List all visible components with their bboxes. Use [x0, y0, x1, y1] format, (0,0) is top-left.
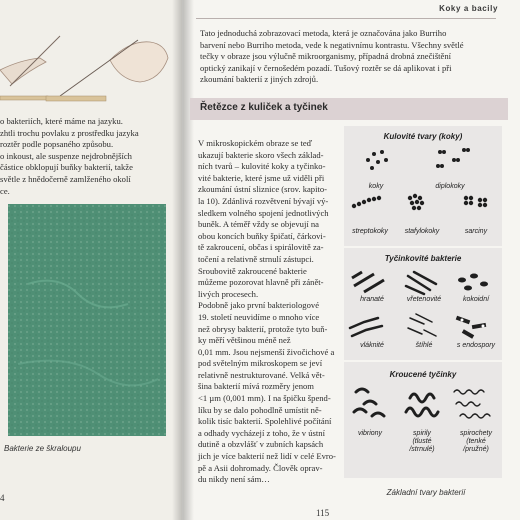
label-koky: koky	[368, 183, 384, 190]
sarciny-shape	[464, 196, 487, 207]
label-s-endospory: s endospory	[456, 342, 496, 349]
left-line: o inkoust, ale suspenze nejdrobnějších	[0, 150, 132, 161]
stihle-shape	[408, 314, 436, 336]
left-page-text	[0, 116, 168, 197]
diagram-separator	[344, 246, 502, 248]
bacteria-shapes-diagram	[344, 126, 502, 478]
diagram-title-koky: Kulovité tvary (koky)	[383, 132, 463, 141]
label-spirily: spirily (tlusté /strnulé)	[409, 430, 435, 453]
kokoidni-shape	[458, 274, 488, 291]
vibriony-shape	[354, 389, 384, 416]
left-line: o bakteriích, které máme na jazyku.	[0, 116, 123, 126]
main-line: jich je více bakterií než lidí v celé Evro-	[198, 451, 336, 462]
main-line: buněk. A téměř vždy se objevují na	[198, 219, 319, 230]
main-line: vité bakterie, které jsme už viděli při	[198, 172, 325, 183]
stafylokoky-shape	[408, 194, 424, 210]
spirochety-shape	[454, 390, 490, 418]
label-diplokoky: diplokoky	[435, 183, 465, 190]
label-stihle: štíhlé	[415, 342, 433, 349]
diagram-caption: Základní tvary bakterií	[386, 488, 466, 497]
diagram-title-tycinky: Tyčinkovité bakterie	[384, 254, 462, 263]
label-vlaknite: vláknité	[360, 342, 384, 349]
diagram-title-kroucene: Kroucené tyčinky	[389, 370, 457, 379]
paragraph-line: barvení nebo Burriho metoda, vede k negativnímu kontrastu. Všechny světlé	[200, 39, 464, 50]
spirily-shape	[406, 394, 438, 416]
left-line: roztěr podle popsaného způsobu.	[0, 139, 114, 150]
main-line: Sroubovitě zakroucené bakterie	[198, 265, 307, 276]
paragraph-line: Tato jednoduchá zobrazovací metoda, která je označována jako Burriho	[200, 28, 447, 38]
diagram-separator	[344, 360, 502, 362]
label-vibriony: vibriony	[357, 430, 383, 437]
main-line: můžeme pozorovat hlavně při zánět-	[198, 277, 324, 288]
main-line: šina bakterií mívá rozměry jenom	[198, 381, 314, 392]
main-line: ky měří většinou méně než	[198, 335, 291, 346]
label-streptokoky: streptokoky	[352, 228, 388, 235]
main-line: Podobně jako první bakteriologové	[198, 300, 320, 311]
label-stafylokoky: stafylokoky	[404, 228, 440, 235]
main-line: kolik tisíc bakterií. Spolehlivé počítání	[198, 416, 332, 427]
main-line: tě zakroucení, občas i spirálovitě za-	[198, 242, 324, 253]
left-page	[0, 0, 182, 520]
s-endospory-shape	[456, 316, 487, 339]
main-line: relativně nestrukturované. Velká vět-	[198, 369, 325, 380]
label-sarciny: sarciny	[464, 228, 488, 235]
main-line: 19. století neuvidíme o mnoho více	[198, 311, 320, 322]
main-line: než obrysy bakterií, protože tyto buň-	[198, 323, 328, 334]
main-line: ních tvarů – kulovité koky a tyčinko-	[198, 161, 326, 172]
left-line: částice obklopují buňky bakterií, takže	[0, 162, 133, 173]
main-line: pě a Asii dohromady. Člověk oprav-	[198, 462, 323, 473]
vlaknite-shape	[350, 318, 382, 336]
left-line: zhtli trochu povlaku z prostředku jazyka	[0, 127, 139, 138]
diplokoky-shape	[436, 148, 470, 168]
main-line: dutině a obzvlášť v zubních kapsách	[198, 439, 324, 450]
vretenovite-shape	[406, 272, 436, 294]
page-number: 115	[316, 508, 330, 518]
illustration-hands-slides	[0, 0, 172, 112]
main-line: pod světelným mikroskopem se jeví	[198, 358, 323, 369]
main-line: <1 µm (0,001 mm). I na špičku špend-	[198, 393, 331, 404]
main-line: V mikroskopickém obraze se teď	[198, 138, 313, 148]
koky-shape	[366, 150, 388, 170]
main-line: livých procesech.	[198, 288, 259, 299]
running-head: Koky a bacily	[439, 4, 498, 13]
main-text	[198, 138, 336, 486]
micrograph-texture	[8, 204, 166, 436]
main-line: a odhady vycházejí z toho, že v ústní	[198, 427, 325, 438]
label-hranate: hranaté	[360, 296, 384, 303]
paragraph-line: optický zanikají v černošedém pozadí. Tušový roztěr se dá aplikovat i při	[200, 62, 452, 73]
left-line: ce.	[0, 185, 10, 196]
main-line: du nikdy není sám…	[198, 474, 270, 485]
paragraph-line: zkoumání bakterií z jiných zdrojů.	[200, 74, 319, 85]
kroucene-illustrations	[344, 382, 502, 426]
streptokoky-shape	[352, 196, 381, 208]
left-page-number: 4	[0, 493, 5, 503]
label-vretenovite: vřetenovité	[406, 296, 442, 303]
main-line: líku by se dalo pohodlně umístit ně-	[198, 404, 322, 415]
label-kokoidni: kokoidní	[462, 296, 490, 303]
main-line: ukazují bakterie skoro všech základ-	[198, 149, 324, 160]
paragraph-line: tečky v obraze jsou výlučně mikroorganismy, případná drobná znečištění	[200, 51, 452, 62]
bacteria-micrograph	[8, 204, 166, 436]
main-line: la 10). Zdánlivá rozvětvení bývají vý-	[198, 195, 329, 206]
main-line: sledkem volného spojení jednotlivých	[198, 207, 329, 218]
label-spirochety: spirochety (tenké /pružné)	[460, 430, 492, 453]
main-line: zkoumání ústní sliznice (srov. kapito-	[198, 184, 328, 195]
header-rule	[196, 18, 496, 19]
main-line: obou koncích buňky špičatí, čárkovi-	[198, 230, 326, 241]
top-paragraph	[200, 28, 496, 86]
main-line: točení a relativně strnulí zástupci.	[198, 253, 314, 264]
left-line: světle z hnědočerně zamlženého okolí	[0, 173, 131, 184]
hranate-shape	[352, 272, 384, 292]
photo-caption: Bakterie ze škraloupu	[4, 444, 81, 453]
main-line: 0,01 mm. Jsou nejsmenší živočichové a	[198, 346, 335, 357]
section-title: Řetězce z kuliček a tyčinek	[200, 102, 328, 113]
